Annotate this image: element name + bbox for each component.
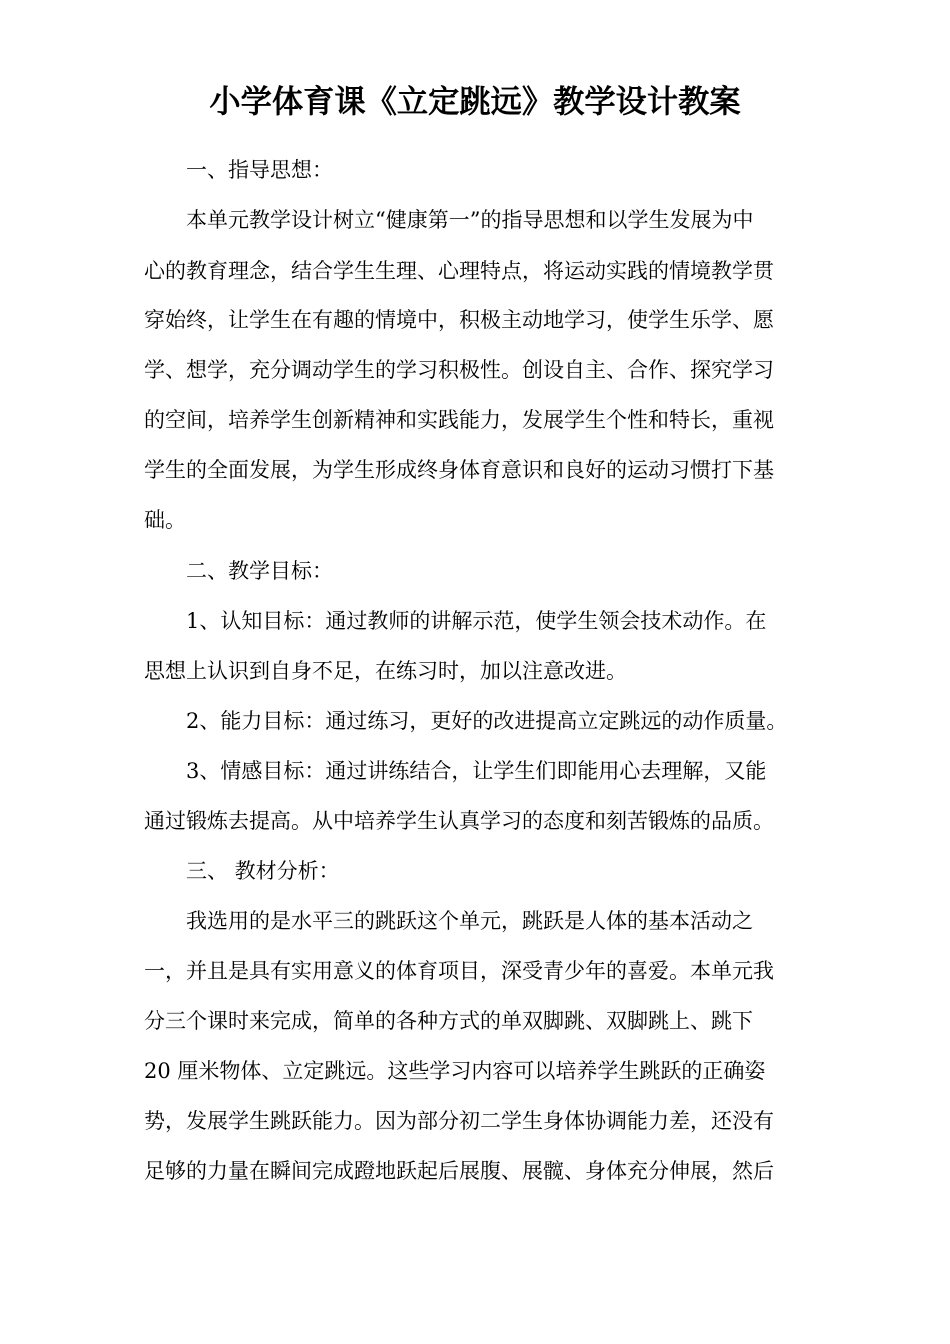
section-heading-material-analysis: 三、 教材分析： <box>186 859 340 883</box>
paragraph-line: 学、想学，充分调动学生的学习积极性。创设自主、合作、探究学习 <box>144 358 774 382</box>
section-heading-teaching-goals: 二、教学目标： <box>186 559 333 583</box>
paragraph-line: 学生的全面发展，为学生形成终身体育意识和良好的运动习惯打下基 <box>144 458 774 482</box>
paragraph-line: 2、能力目标：通过练习，更好的改进提高立定跳远的动作质量。 <box>186 709 788 733</box>
paragraph-line: 的空间，培养学生创新精神和实践能力，发展学生个性和特长，重视 <box>144 408 774 432</box>
paragraph-line: 心的教育理念，结合学生生理、心理特点，将运动实践的情境教学贯 <box>144 259 774 283</box>
paragraph-line: 3、情感目标：通过讲练结合，让学生们即能用心去理解，又能 <box>186 759 767 783</box>
paragraph-line: 势，发展学生跳跃能力。因为部分初二学生身体协调能力差，还没有 <box>144 1109 774 1133</box>
paragraph-line: 本单元教学设计树立“健康第一”的指导思想和以学生发展为中 <box>186 208 754 232</box>
paragraph-line: 足够的力量在瞬间完成蹬地跃起后展腹、展髋、身体充分伸展，然后 <box>144 1159 774 1183</box>
section-heading-guiding-idea: 一、指导思想： <box>186 158 333 182</box>
paragraph-line: 20 厘米物体、立定跳远。这些学习内容可以培养学生跳跃的正确姿 <box>144 1059 766 1083</box>
paragraph-line: 思想上认识到自身不足，在练习时，加以注意改进。 <box>144 659 627 683</box>
paragraph-line: 穿始终，让学生在有趣的情境中，积极主动地学习，使学生乐学、愿 <box>144 308 774 332</box>
paragraph-line: 通过锻炼去提高。从中培养学生认真学习的态度和刻苦锻炼的品质。 <box>144 809 774 833</box>
document-title: 小学体育课《立定跳远》教学设计教案 <box>209 84 741 120</box>
paragraph-line: 一，并且是具有实用意义的体育项目，深受青少年的喜爱。本单元我 <box>144 959 774 983</box>
paragraph-line: 分三个课时来完成，简单的各种方式的单双脚跳、双脚跳上、跳下 <box>144 1009 753 1033</box>
paragraph-line: 我选用的是水平三的跳跃这个单元，跳跃是人体的基本活动之 <box>186 909 753 933</box>
paragraph-line: 1、认知目标：通过教师的讲解示范，使学生领会技术动作。在 <box>186 609 767 633</box>
paragraph-line: 础。 <box>144 508 186 532</box>
